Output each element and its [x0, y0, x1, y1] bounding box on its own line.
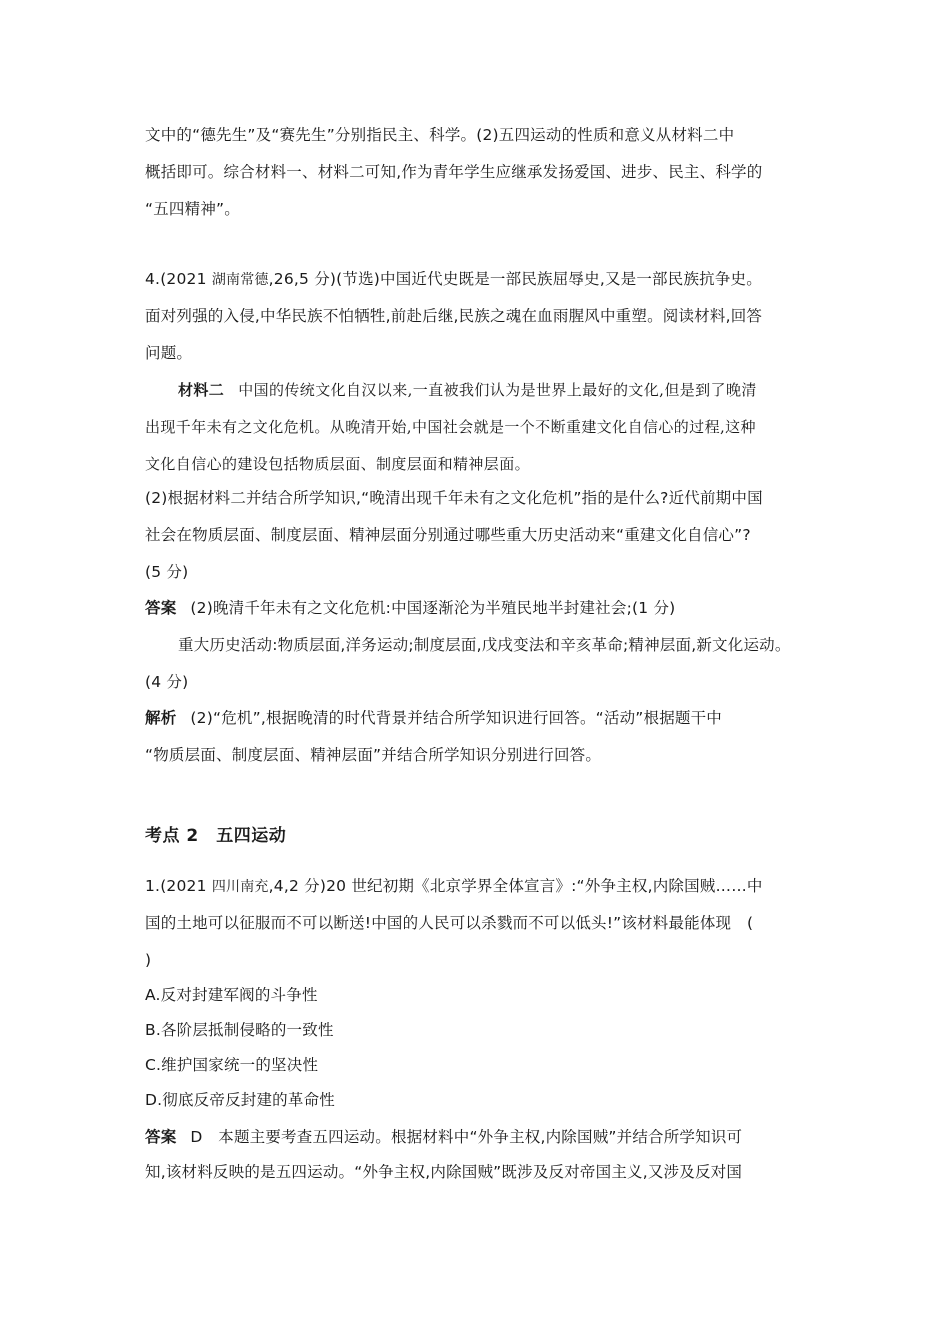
q1-stem-line-1: 国的土地可以征服而不可以断送!中国的人民可以杀戮而不可以低头!”该材料最能体现 ( [145, 914, 754, 932]
q4-question-line-3: (5 分) [145, 563, 189, 581]
intro-analysis-line-3: “五四精神”。 [145, 200, 240, 218]
q4-answer-line-1 [145, 598, 675, 618]
q4-heading [145, 269, 762, 290]
q1-answer-text-1: D 本题主要考查五四运动。根据材料中“外争主权,内除国贼”并结合所学知识可 [190, 1128, 743, 1146]
q1-number: 1.(2021 [145, 877, 212, 895]
q4-material-line-2: 出现千年未有之文化危机。从晚清开始,中国社会就是一个不断重建文化自信心的过程,这种 [145, 418, 756, 436]
q1-stem-line-2: ) [145, 951, 152, 969]
intro-analysis-line-1: 文中的“德先生”及“赛先生”分别指民主、科学。(2)五四运动的性质和意义从材料二中 [145, 126, 735, 144]
q1-answer-line-1 [145, 1127, 742, 1147]
q4-material-line-3: 文化自信心的建设包括物质层面、制度层面和精神层面。 [145, 455, 531, 473]
q4-analysis-line-2: “物质层面、制度层面、精神层面”并结合所学知识分别进行回答。 [145, 746, 602, 764]
q1-option-b: B.各阶层抵制侵略的一致性 [145, 1021, 334, 1039]
q1-answer-label: 答案 [145, 1128, 177, 1146]
q4-material-label: 材料二 [178, 381, 225, 399]
q4-answer-line-3: (4 分) [145, 673, 189, 691]
q1-heading [145, 876, 763, 897]
q4-material-text-1: 中国的传统文化自汉以来,一直被我们认为是世界上最好的文化,但是到了晚清 [238, 381, 757, 399]
q4-analysis-text-1: (2)“危机”,根据晚清的时代背景并结合所学知识进行回答。“活动”根据题干中 [190, 709, 723, 727]
q4-question-line-1: (2)根据材料二并结合所学知识,“晚清出现千年未有之文化危机”指的是什么?近代前期中国 [145, 489, 763, 507]
q1-meta: ,4,2 分)20 世纪初期《北京学界全体宣言》:“外争主权,内除国贼……中 [268, 877, 763, 895]
q1-option-a: A.反对封建军阀的斗争性 [145, 986, 318, 1004]
q4-source: 湖南常德 [211, 272, 269, 288]
q4-meta: ,26,5 分)(节选)中国近代史既是一部民族屈辱史,又是一部民族抗争史。 [268, 270, 762, 288]
q4-question-line-2: 社会在物质层面、制度层面、精神层面分别通过哪些重大历史活动来“重建文化自信心”? [145, 526, 751, 544]
q4-analysis-line-1 [145, 708, 722, 728]
q4-stem-line-2: 问题。 [145, 344, 193, 362]
q4-answer-line-2: 重大历史活动:物质层面,洋务运动;制度层面,戊戌变法和辛亥革命;精神层面,新文化运动。 [178, 636, 791, 654]
q1-option-c: C.维护国家统一的坚决性 [145, 1056, 319, 1074]
q1-source: 四川南充 [211, 879, 269, 895]
section-title: 考点 2 五四运动 [145, 826, 287, 846]
q4-analysis-label: 解析 [145, 709, 177, 727]
q4-answer-text-1: (2)晚清千年未有之文化危机:中国逐渐沦为半殖民地半封建社会;(1 分) [190, 599, 676, 617]
q4-stem-line-1: 面对列强的入侵,中华民族不怕牺牲,前赴后继,民族之魂在血雨腥风中重塑。阅读材料,回答 [145, 307, 763, 325]
intro-analysis-line-2: 概括即可。综合材料一、材料二可知,作为青年学生应继承发扬爱国、进步、民主、科学的 [145, 163, 763, 181]
q4-answer-label: 答案 [145, 599, 177, 617]
q4-number: 4.(2021 [145, 270, 212, 288]
q4-material-line-1 [178, 380, 757, 400]
q1-option-d: D.彻底反帝反封建的革命性 [145, 1091, 335, 1109]
q1-answer-line-2: 知,该材料反映的是五四运动。“外争主权,内除国贼”既涉及反对帝国主义,又涉及反对国 [145, 1163, 743, 1181]
